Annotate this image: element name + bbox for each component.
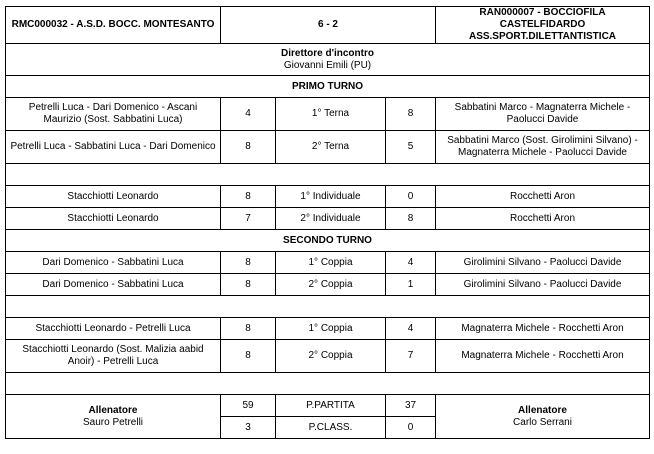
match-type: 1° Terna [276, 98, 386, 131]
turno1-title: PRIMO TURNO [6, 76, 650, 98]
spacer-row [6, 164, 650, 186]
away-team-name [436, 7, 650, 44]
home-players: Stacchiotti Leonardo [6, 208, 221, 230]
spacer-row [6, 373, 650, 395]
spacer-row [6, 296, 650, 318]
table-row [6, 208, 650, 230]
match-type: 2° Coppia [276, 340, 386, 373]
away-coach-cell [436, 395, 650, 439]
away-score: 8 [386, 98, 436, 131]
home-players: Dari Domenico - Sabbatini Luca [6, 274, 221, 296]
home-score: 8 [221, 274, 276, 296]
home-players: Dari Domenico - Sabbatini Luca [6, 252, 221, 274]
home-score: 8 [221, 186, 276, 208]
spacer-cell [6, 373, 650, 395]
home-team-name: RMC000032 - A.S.D. BOCC. MONTESANTO [6, 7, 221, 44]
spacer-cell [6, 164, 650, 186]
class-label: P.CLASS. [276, 417, 386, 439]
home-coach-cell [6, 395, 221, 439]
home-players: Stacchiotti Leonardo (Sost. Malizia aabid Anoir) - Petrelli Luca [6, 340, 221, 373]
away-team-line1: RAN000007 - BOCCIOFILA CASTELFIDARDO [479, 7, 606, 30]
away-players: Magnaterra Michele - Rocchetti Aron [436, 318, 650, 340]
away-score: 4 [386, 252, 436, 274]
director-row [6, 44, 650, 76]
table-row [6, 252, 650, 274]
turno1-title-row [6, 76, 650, 98]
away-score: 0 [386, 186, 436, 208]
match-type: 2° Coppia [276, 274, 386, 296]
away-players: Rocchetti Aron [436, 186, 650, 208]
away-team-line2: ASS.SPORT.DILETTANTISTICA [468, 31, 617, 42]
match-type: 2° Terna [276, 131, 386, 164]
turno2-title: SECONDO TURNO [6, 230, 650, 252]
director-name: Giovanni Emili (PU) [283, 59, 372, 71]
away-score: 7 [386, 340, 436, 373]
home-players: Petrelli Luca - Sabbatini Luca - Dari Domenico [6, 131, 221, 164]
table-row [6, 318, 650, 340]
home-players: Stacchiotti Leonardo [6, 186, 221, 208]
home-score: 8 [221, 131, 276, 164]
away-players: Magnaterra Michele - Rocchetti Aron [436, 340, 650, 373]
away-score: 4 [386, 318, 436, 340]
away-players: Girolimini Silvano - Paolucci Davide [436, 252, 650, 274]
home-score: 4 [221, 98, 276, 131]
header-row [6, 7, 650, 44]
away-score: 1 [386, 274, 436, 296]
away-players: Rocchetti Aron [436, 208, 650, 230]
home-score: 8 [221, 340, 276, 373]
away-score: 5 [386, 131, 436, 164]
director-cell [6, 44, 650, 76]
footer-row-partita [6, 395, 650, 417]
home-score: 7 [221, 208, 276, 230]
match-report-table [5, 6, 650, 439]
spacer-cell [6, 296, 650, 318]
away-players: Girolimini Silvano - Paolucci Davide [436, 274, 650, 296]
director-label: Direttore d'incontro [281, 47, 374, 59]
home-coach-label: Allenatore [88, 404, 138, 416]
home-class-points: 3 [221, 417, 276, 439]
away-players: Sabbatini Marco (Sost. Girolimini Silvano) - Magnaterra Michele - Paolucci Davide [436, 131, 650, 164]
home-players: Stacchiotti Leonardo - Petrelli Luca [6, 318, 221, 340]
final-score: 6 - 2 [221, 7, 436, 44]
away-class-points: 0 [386, 417, 436, 439]
away-score: 8 [386, 208, 436, 230]
partita-label: P.PARTITA [276, 395, 386, 417]
table-row [6, 340, 650, 373]
match-type: 1° Individuale [276, 186, 386, 208]
away-coach-label: Allenatore [518, 404, 567, 416]
home-coach-name: Sauro Petrelli [82, 416, 144, 428]
table-row [6, 274, 650, 296]
match-type: 1° Coppia [276, 318, 386, 340]
away-players: Sabbatini Marco - Magnaterra Michele - Paolucci Davide [436, 98, 650, 131]
away-partita-points: 37 [386, 395, 436, 417]
table-row [6, 131, 650, 164]
turno2-title-row [6, 230, 650, 252]
table-row [6, 98, 650, 131]
home-players: Petrelli Luca - Dari Domenico - Ascani Maurizio (Sost. Sabbatini Luca) [6, 98, 221, 131]
home-score: 8 [221, 252, 276, 274]
match-type: 2° Individuale [276, 208, 386, 230]
home-partita-points: 59 [221, 395, 276, 417]
away-coach-name: Carlo Serrani [513, 416, 572, 428]
home-score: 8 [221, 318, 276, 340]
match-type: 1° Coppia [276, 252, 386, 274]
table-row [6, 186, 650, 208]
